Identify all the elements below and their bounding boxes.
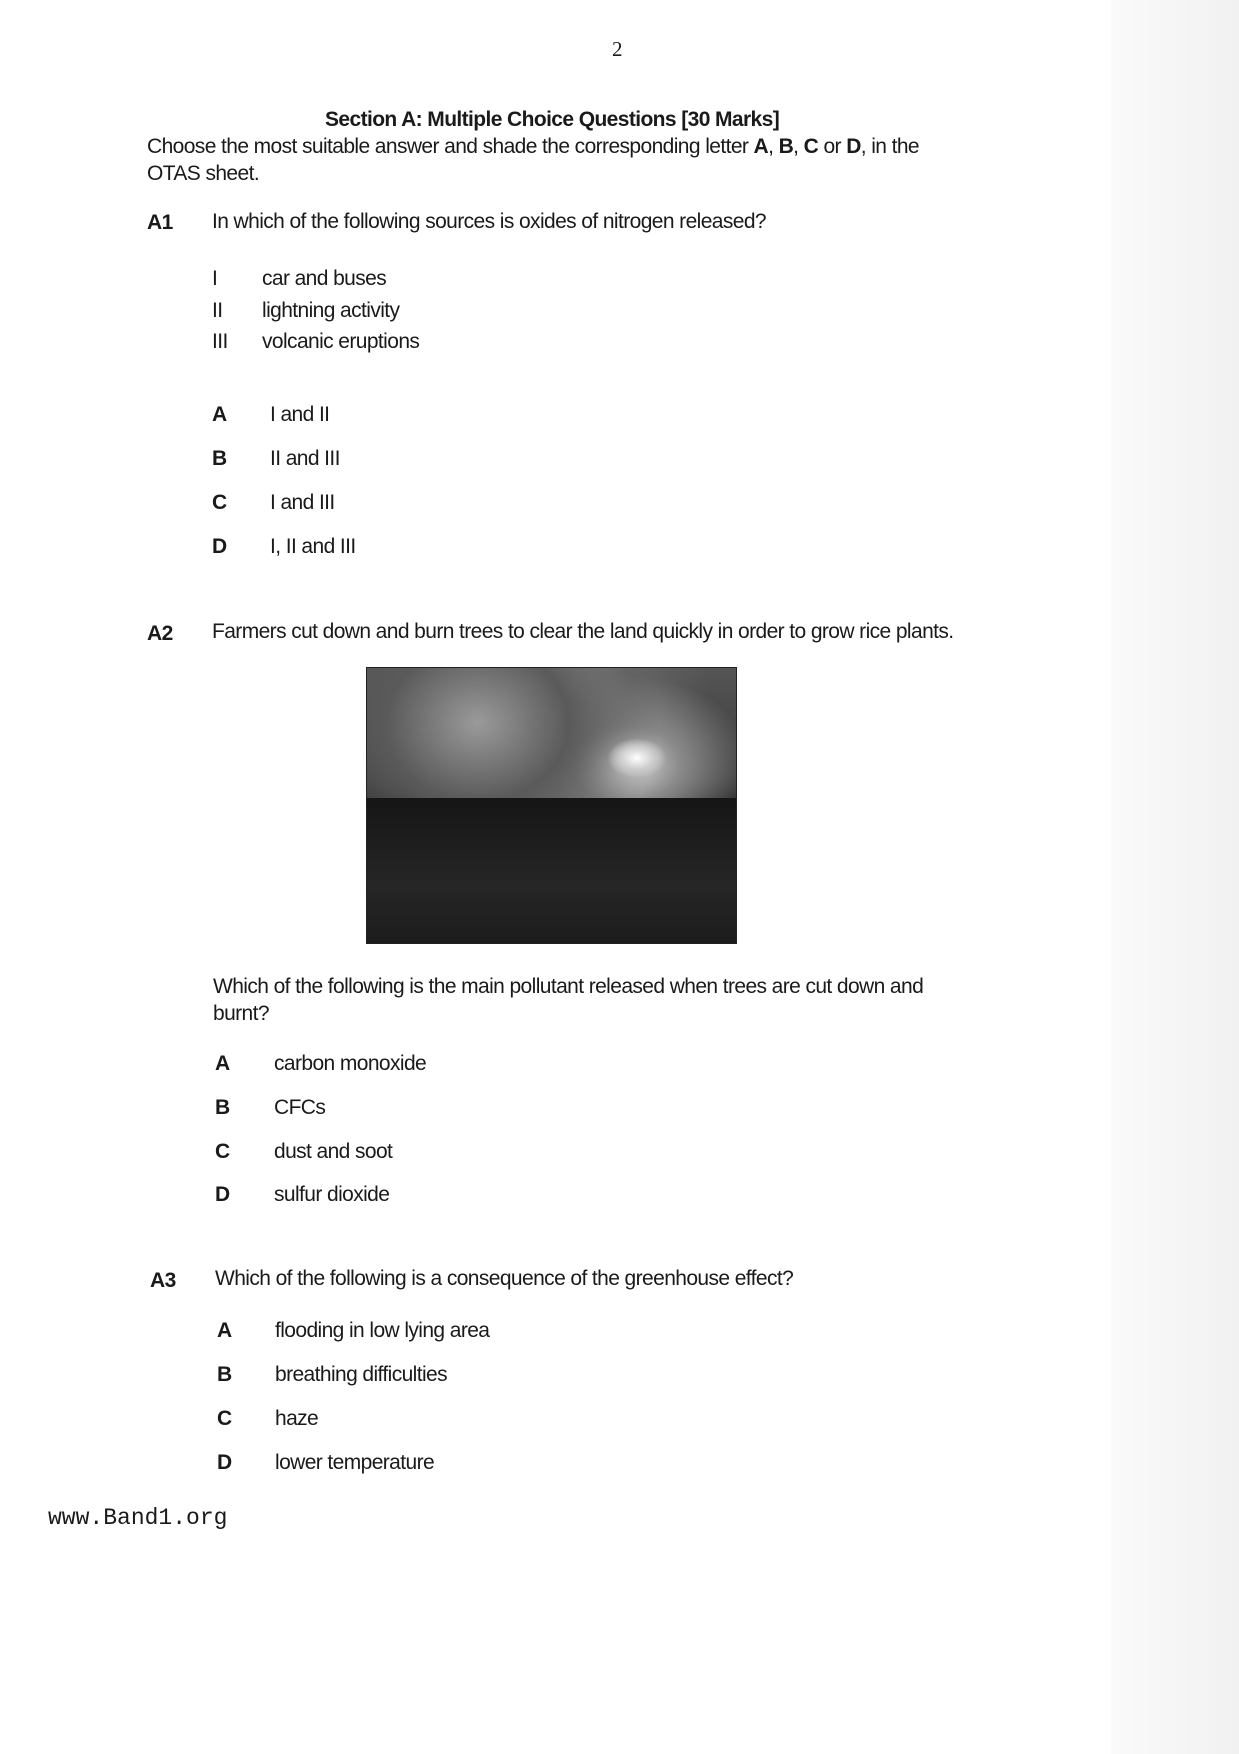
option-letter: C xyxy=(212,491,227,514)
option-letter: D xyxy=(212,535,227,558)
scan-edge xyxy=(1111,0,1239,1754)
option-letter: C xyxy=(215,1140,230,1163)
option-letter: A xyxy=(217,1319,232,1342)
instructions-line1: Choose the most suitable answer and shade the corresponding letter A, B, C or D, in the xyxy=(147,135,920,158)
question-label: A1 xyxy=(147,211,173,234)
question-followup: Which of the following is the main pollutant released when trees are cut down and xyxy=(213,975,924,998)
option-text: carbon monoxide xyxy=(274,1052,427,1075)
option-text: lower temperature xyxy=(275,1451,435,1474)
option-text: CFCs xyxy=(274,1096,326,1119)
section-title: Section A: Multiple Choice Questions [30 Marks] xyxy=(325,108,780,131)
statement-num: III xyxy=(212,330,228,353)
question-label: A2 xyxy=(147,622,173,645)
statement-text: volcanic eruptions xyxy=(262,330,420,353)
option-text: flooding in low lying area xyxy=(275,1319,490,1342)
option-text: I and III xyxy=(270,491,335,514)
option-text: I and II xyxy=(270,403,330,426)
option-text: II and III xyxy=(270,447,340,470)
option-text: breathing difficulties xyxy=(275,1363,448,1386)
statement-text: lightning activity xyxy=(262,299,400,322)
option-text: sulfur dioxide xyxy=(274,1183,390,1206)
option-text: haze xyxy=(275,1407,319,1430)
statement-num: I xyxy=(212,267,218,290)
question-text: Farmers cut down and burn trees to clear the land quickly in order to grow rice plants. xyxy=(212,620,954,643)
option-letter: D xyxy=(217,1451,232,1474)
option-letter: C xyxy=(217,1407,232,1430)
option-text: I, II and III xyxy=(270,535,356,558)
statement-text: car and buses xyxy=(262,267,387,290)
option-letter: B xyxy=(212,447,227,470)
instructions-line2: OTAS sheet. xyxy=(147,162,260,185)
option-letter: B xyxy=(215,1096,230,1119)
footer-watermark: www.Band1.org xyxy=(48,1505,228,1531)
question-label: A3 xyxy=(150,1269,176,1292)
option-text: dust and soot xyxy=(274,1140,393,1163)
option-letter: A xyxy=(215,1052,230,1075)
question-text: Which of the following is a consequence of the greenhouse effect? xyxy=(215,1267,794,1290)
statement-num: II xyxy=(212,299,223,322)
question-followup: burnt? xyxy=(213,1002,269,1025)
question-text: In which of the following sources is oxides of nitrogen released? xyxy=(212,210,767,233)
option-letter: D xyxy=(215,1183,230,1206)
option-letter: B xyxy=(217,1363,232,1386)
forest-burning-photo xyxy=(366,667,737,944)
option-letter: A xyxy=(212,403,227,426)
page-number: 2 xyxy=(612,37,622,61)
